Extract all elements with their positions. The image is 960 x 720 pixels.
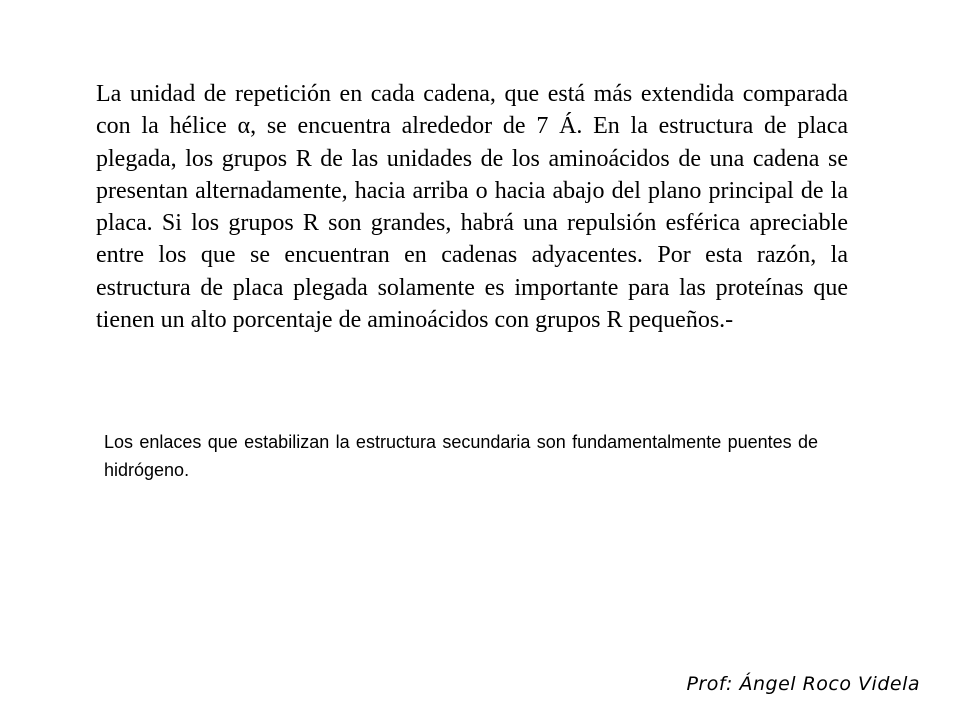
secondary-paragraph: Los enlaces que estabilizan la estructura secundaria son fundamentalmente puentes de hidrógeno. (104, 432, 818, 480)
main-paragraph: La unidad de repetición en cada cadena, que está más extendida comparada con la hélice α, se encuentra alrededor de 7 Á. En la estructura de placa plegada, los grupos R de las unidades de los aminoácidos de una cadena se presentan alternadamente, hacia arriba o hacia abajo del plano principal de la placa. Si los grupos R son grandes, habrá una repulsión esférica apreciable entre los que se encuentran en cadenas adyacentes. Por esta razón, la estructura de placa plegada solamente es importante para las proteínas que tienen un alto porcentaje de aminoácidos con grupos R pequeños.- (96, 81, 848, 334)
author-signature: Prof: Ángel Roco Videla (686, 673, 920, 695)
